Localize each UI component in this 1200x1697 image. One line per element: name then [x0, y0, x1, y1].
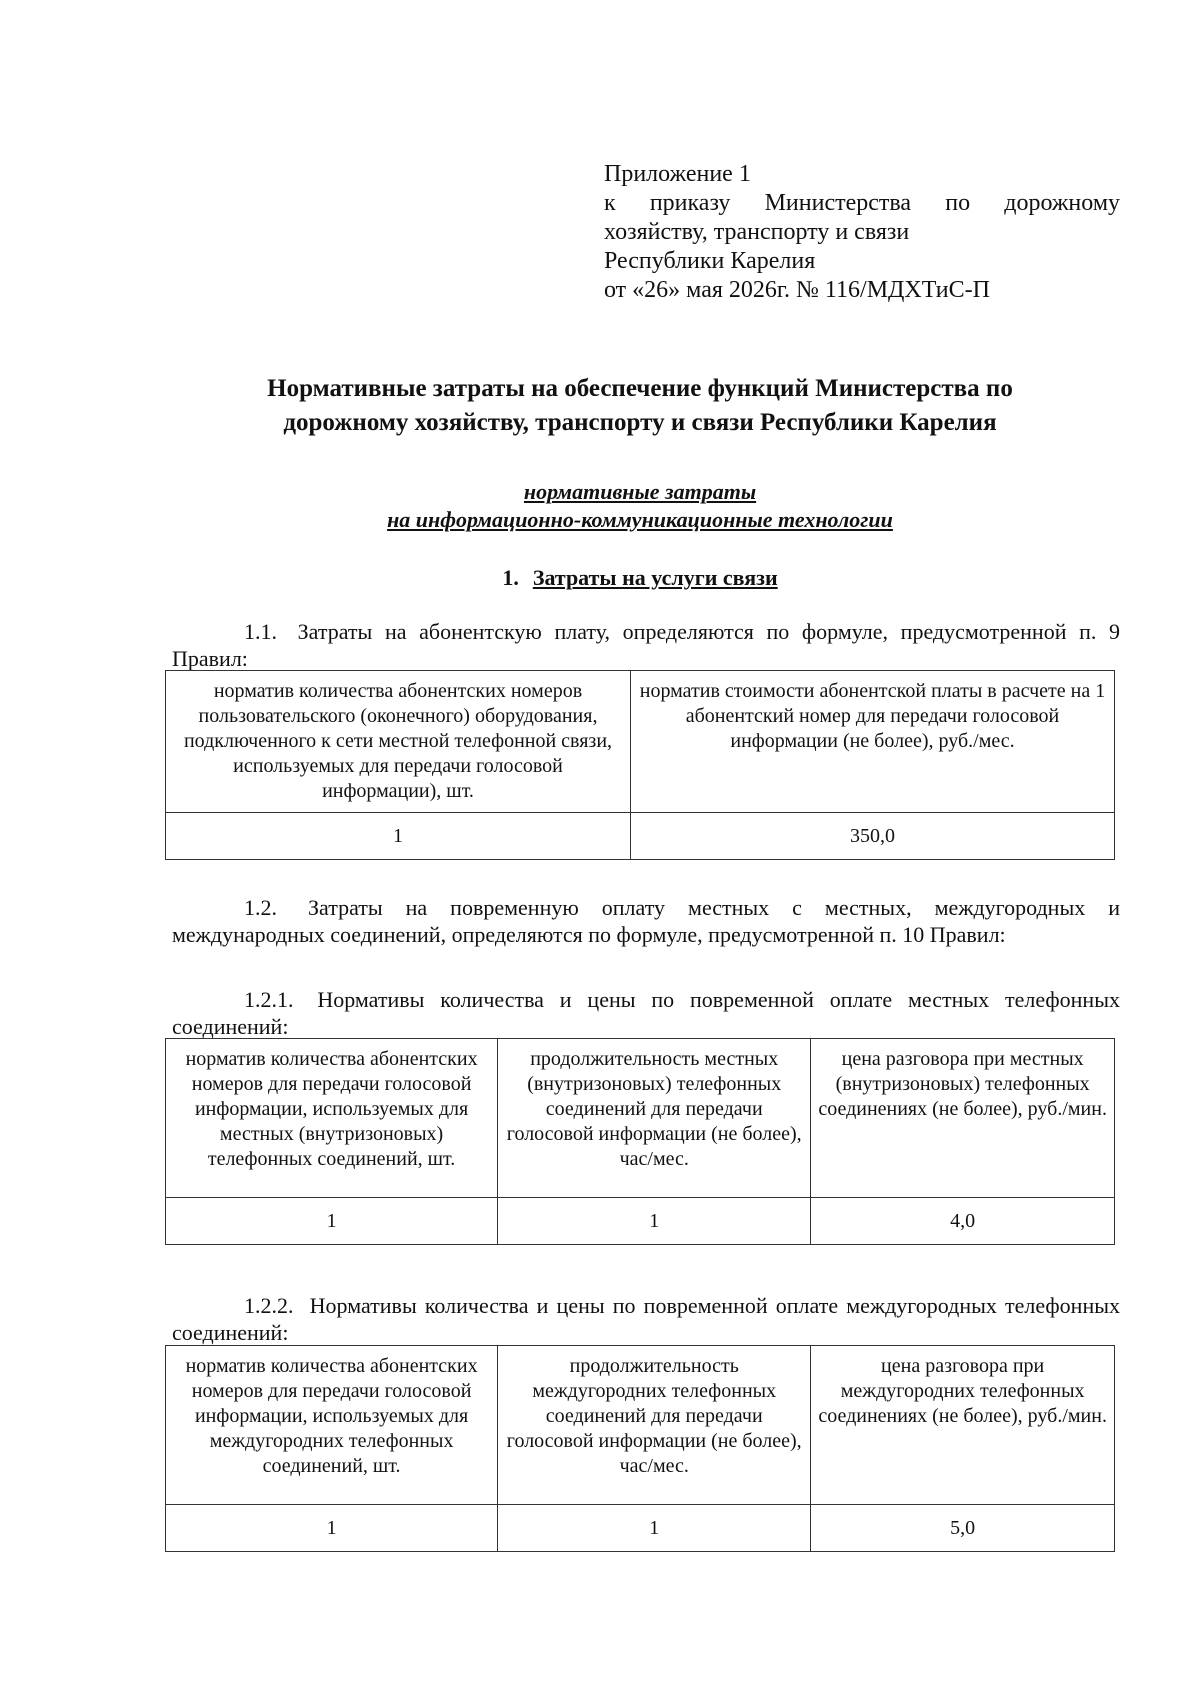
table-cell: 1	[166, 1505, 498, 1552]
subscription-fee-table	[165, 670, 1115, 860]
appendix-ministry-line: хозяйству, транспорту и связи	[604, 219, 910, 245]
subtitle-line-1: нормативные затраты	[523, 479, 757, 504]
table-header-row	[166, 1039, 1115, 1198]
appendix-number: Приложение 1	[604, 161, 751, 187]
paragraph-text: Затраты на абонентскую плату, определяются по формуле, предусмотренной п. 9 Правил:	[172, 619, 1121, 671]
table-cell: 350,0	[631, 813, 1115, 860]
table-header-cell: цена разговора при междугородних телефонных соединениях (не более), руб./мин.	[811, 1346, 1115, 1505]
document-subtitle	[160, 478, 1120, 534]
table-header-cell: норматив количества абонентских номеров для передачи голосовой информации, используемых для междугородних телефонных соединений, шт.	[166, 1346, 498, 1505]
paragraph-text: Нормативы количества и цены по повременной оплате местных телефонных соединений:	[172, 987, 1120, 1039]
document-title	[160, 372, 1120, 440]
appendix-block	[604, 160, 1120, 305]
paragraph-number: 1.1.	[244, 619, 277, 644]
table-row	[166, 1198, 1115, 1245]
section-title: Затраты на услуги связи	[532, 565, 778, 590]
paragraph-number: 1.2.	[244, 895, 277, 920]
table-cell: 5,0	[811, 1505, 1115, 1552]
table-header-row	[166, 1346, 1115, 1505]
paragraph-text: Затраты на повременную оплату местных с местных, междугородных и международных соединений, определяются по формуле, предусмотренной п. 10 Правил:	[172, 895, 1120, 947]
paragraph-1-2	[172, 894, 1120, 948]
section-heading	[160, 565, 1120, 592]
table-cell: 1	[166, 1198, 498, 1245]
appendix-order-line: к приказу Министерства по дорожному	[604, 190, 1120, 216]
paragraph-1-1	[172, 618, 1120, 672]
local-calls-table	[165, 1038, 1115, 1245]
table-cell: 1	[498, 1505, 811, 1552]
document-title-line-1: Нормативные затраты на обеспечение функций Министерства по	[267, 375, 1013, 402]
table-header-cell: продолжительность междугородних телефонных соединений для передачи голосовой информации (не более), час/мес.	[498, 1346, 811, 1505]
table-header-cell: цена разговора при местных (внутризоновых) телефонных соединениях (не более), руб./мин.	[811, 1039, 1115, 1198]
paragraph-number: 1.2.2.	[244, 1293, 294, 1318]
appendix-republic-line: Республики Карелия	[604, 248, 816, 274]
appendix-date-line: от «26» мая 2026г. № 116/МДХТиС-П	[604, 277, 990, 303]
table-row	[166, 1505, 1115, 1552]
table-header-cell: норматив количества абонентских номеров пользовательского (оконечного) оборудования, подключенного к сети местной телефонной связи, используемых для передачи голосовой информации), шт.	[166, 671, 631, 813]
long-distance-calls-table	[165, 1345, 1115, 1552]
subtitle-line-2: на информационно-коммуникационные технологии	[387, 507, 893, 532]
section-number: 1.	[502, 565, 519, 590]
table-cell: 1	[498, 1198, 811, 1245]
table-cell: 4,0	[811, 1198, 1115, 1245]
table-header-cell: продолжительность местных (внутризоновых) телефонных соединений для передачи голосовой информации (не более), час/мес.	[498, 1039, 811, 1198]
table-row	[166, 813, 1115, 860]
paragraph-1-2-1	[172, 986, 1120, 1040]
paragraph-1-2-2	[172, 1292, 1120, 1346]
table-cell: 1	[166, 813, 631, 860]
table-header-row	[166, 671, 1115, 813]
table-header-cell: норматив количества абонентских номеров для передачи голосовой информации, используемых для местных (внутризоновых) телефонных соединений, шт.	[166, 1039, 498, 1198]
table-header-cell: норматив стоимости абонентской платы в расчете на 1 абонентский номер для передачи голосовой информации (не более), руб./мес.	[631, 671, 1115, 813]
paragraph-text: Нормативы количества и цены по повременной оплате междугородных телефонных соединений:	[172, 1293, 1120, 1345]
paragraph-number: 1.2.1.	[244, 987, 294, 1012]
document-title-line-2: дорожному хозяйству, транспорту и связи Республики Карелия	[283, 409, 997, 436]
